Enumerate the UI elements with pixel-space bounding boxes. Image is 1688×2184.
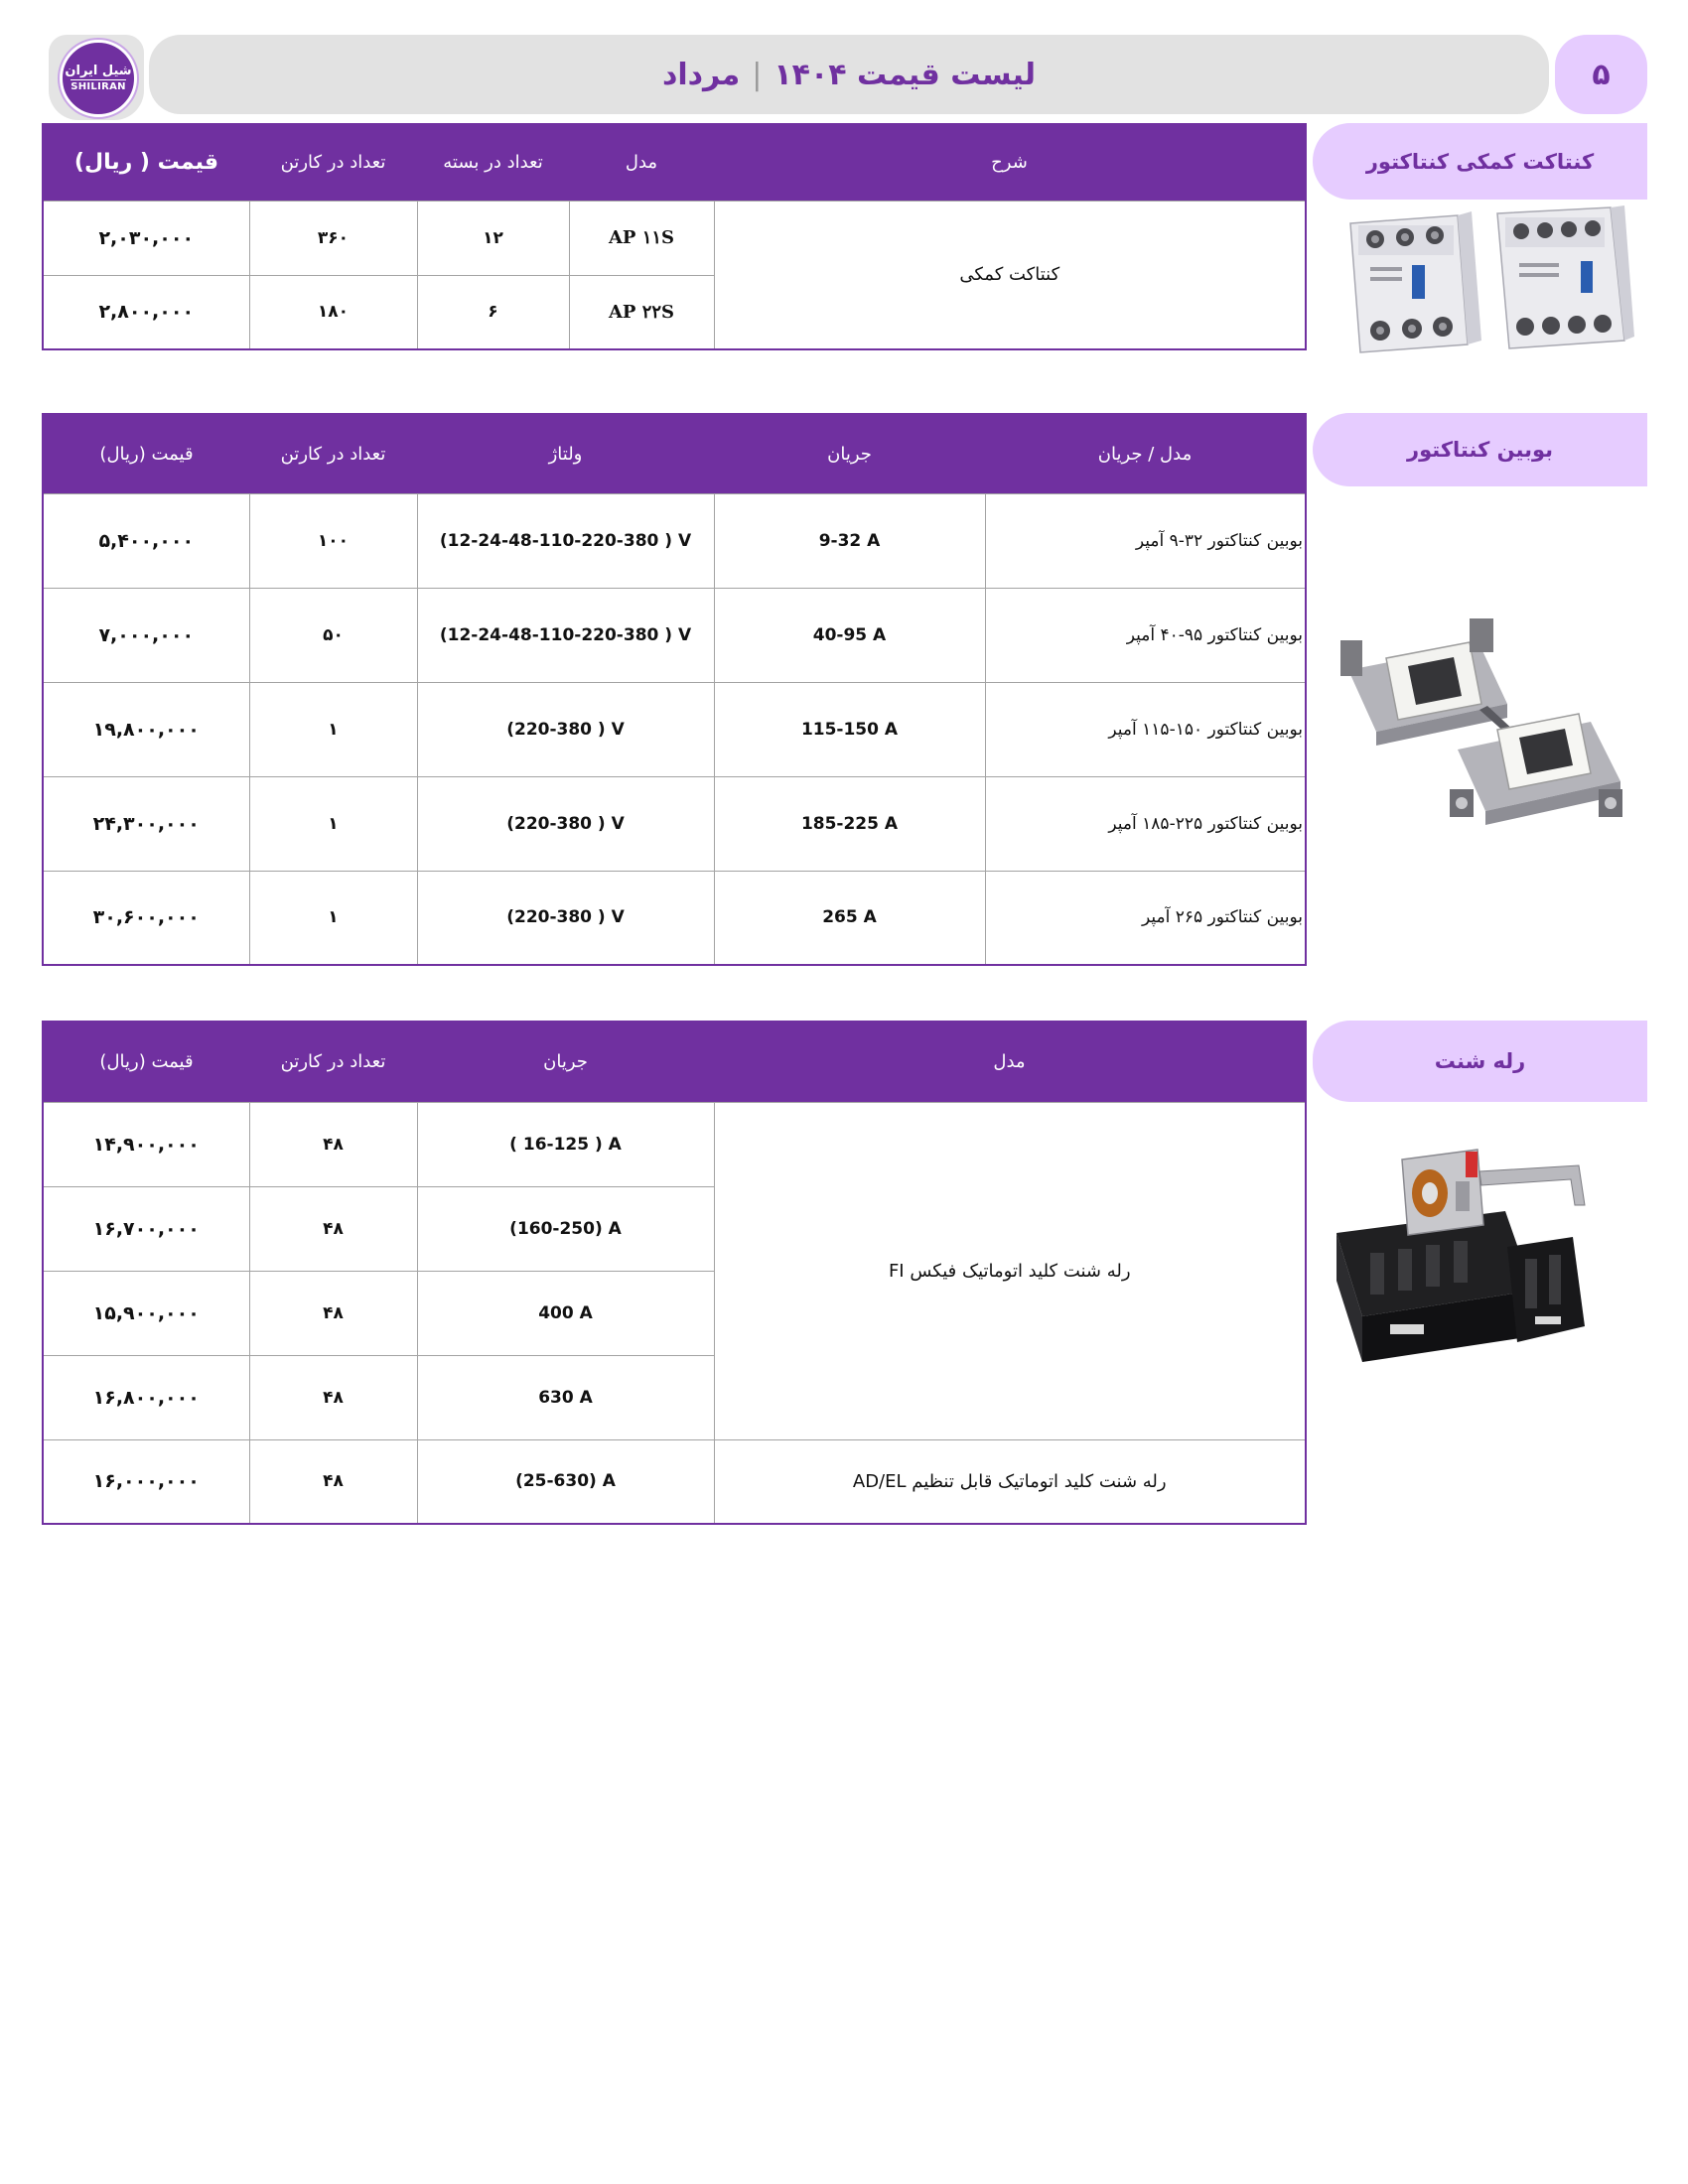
aux-contact-block-right: [1497, 205, 1634, 348]
table-row: [43, 493, 1306, 588]
voltage-cell: (220-380 ) V: [417, 682, 714, 776]
page-title: لیست قیمت ۱۴۰۴: [774, 57, 1037, 92]
price-cell: ۷,۰۰۰,۰۰۰: [43, 588, 249, 682]
aux-contact-product-image: [1331, 204, 1638, 357]
table-row: [43, 588, 1306, 682]
model-cell: بوبین کنتاکتور ۳۲-۹ آمپر: [985, 493, 1306, 588]
terminal-block-base: [1336, 1211, 1533, 1362]
coil-price-table: [42, 413, 1307, 966]
shunt-release-product-image: [1331, 1142, 1638, 1370]
carton-qty-cell: ۱: [249, 682, 417, 776]
carton-qty-cell: ۴۸: [249, 1439, 417, 1524]
model-cell: بوبین کنتاکتور ۹۵-۴۰ آمپر: [985, 588, 1306, 682]
logo-text-fa: شیل ایران: [65, 64, 132, 78]
logo-box: [49, 35, 144, 120]
terminal-block-extension: [1507, 1237, 1585, 1342]
header-model-current: مدل / جریان: [985, 414, 1306, 493]
adjustable-model-cell: رله شنت کلید اتوماتیک قابل تنظیم AD/EL: [714, 1439, 1306, 1524]
model-cell: AP ۲۲S: [569, 275, 714, 349]
model-cell: بوبین کنتاکتور ۲۲۵-۱۸۵ آمپر: [985, 776, 1306, 871]
header-current: جریان: [417, 1022, 714, 1102]
price-cell: ۱۵,۹۰۰,۰۰۰: [43, 1271, 249, 1355]
current-cell: 630 A: [417, 1355, 714, 1439]
model-cell: بوبین کنتاکتور ۲۶۵ آمپر: [985, 871, 1306, 965]
table-row: [43, 201, 1306, 275]
table-row: [43, 871, 1306, 965]
price-cell: ۲۴,۳۰۰,۰۰۰: [43, 776, 249, 871]
section-label-aux-contact: کنتاکت کمکی کنتاکتور: [1313, 123, 1647, 200]
current-cell: 400 A: [417, 1271, 714, 1355]
page-number: ۵: [1555, 35, 1647, 114]
coil-product-image: [1331, 601, 1638, 834]
price-cell: ۱۶,۷۰۰,۰۰۰: [43, 1186, 249, 1271]
carton-qty-cell: ۱۰۰: [249, 493, 417, 588]
current-cell: 40-95 A: [714, 588, 985, 682]
table-row: [43, 1102, 1306, 1186]
header-model: مدل: [714, 1022, 1306, 1102]
header-carton-qty: تعداد در کارتن: [249, 414, 417, 493]
model-cell: بوبین کنتاکتور ۱۵۰-۱۱۵ آمپر: [985, 682, 1306, 776]
current-cell: 185-225 A: [714, 776, 985, 871]
solenoid-device: [1402, 1150, 1483, 1235]
price-cell: ۱۶,۸۰۰,۰۰۰: [43, 1355, 249, 1439]
section-label-coil: بوبین کنتاکتور: [1313, 413, 1647, 486]
header-current: جریان: [714, 414, 985, 493]
voltage-cell: (12-24-48-110-220-380 ) V: [417, 493, 714, 588]
model-cell: AP ۱۱S: [569, 201, 714, 275]
header-price: قیمت (ریال): [43, 1022, 249, 1102]
price-cell: ۵,۴۰۰,۰۰۰: [43, 493, 249, 588]
carton-qty-cell: ۱: [249, 871, 417, 965]
title-separator: |: [752, 57, 763, 92]
aux-contact-block-left: [1350, 211, 1481, 352]
header-voltage: ولتاژ: [417, 414, 714, 493]
price-cell: ۲,۰۳۰,۰۰۰: [43, 201, 249, 275]
current-cell: ( 16-125 ) A: [417, 1102, 714, 1186]
header-pack-qty: تعداد در بسته: [417, 124, 569, 201]
carton-qty-cell: ۵۰: [249, 588, 417, 682]
header-price: قیمت (ریال): [43, 414, 249, 493]
table-header-row: [43, 414, 1306, 493]
voltage-cell: (220-380 ) V: [417, 871, 714, 965]
header-carton-qty: تعداد در کارتن: [249, 124, 417, 201]
table-row: [43, 776, 1306, 871]
current-cell: 265 A: [714, 871, 985, 965]
page-title-bar: [149, 35, 1549, 114]
title-month: مرداد: [661, 57, 741, 92]
coil-assembly-front: [1450, 714, 1622, 825]
pack-qty-cell: ۱۲: [417, 201, 569, 275]
carton-qty-cell: ۱: [249, 776, 417, 871]
voltage-cell: (220-380 ) V: [417, 776, 714, 871]
voltage-cell: (12-24-48-110-220-380 ) V: [417, 588, 714, 682]
description-cell: کنتاکت کمکی: [714, 201, 1306, 349]
current-cell: (25-630) A: [417, 1439, 714, 1524]
current-cell: (160-250) A: [417, 1186, 714, 1271]
table-header-row: [43, 124, 1306, 201]
carton-qty-cell: ۴۸: [249, 1186, 417, 1271]
table-header-row: [43, 1022, 1306, 1102]
shunt-release-price-table: [42, 1021, 1307, 1525]
pack-qty-cell: ۶: [417, 275, 569, 349]
header-description: شرح: [714, 124, 1306, 201]
price-cell: ۲,۸۰۰,۰۰۰: [43, 275, 249, 349]
header-model: مدل: [569, 124, 714, 201]
logo-text-en: SHILIRAN: [70, 81, 126, 92]
carton-qty-cell: ۳۶۰: [249, 201, 417, 275]
table-row: [43, 682, 1306, 776]
header-carton-qty: تعداد در کارتن: [249, 1022, 417, 1102]
aux-contact-price-table: [42, 123, 1307, 350]
section-label-shunt: رله شنت: [1313, 1021, 1647, 1102]
carton-qty-cell: ۴۸: [249, 1102, 417, 1186]
current-cell: 115-150 A: [714, 682, 985, 776]
carton-qty-cell: ۴۸: [249, 1355, 417, 1439]
current-cell: 9-32 A: [714, 493, 985, 588]
company-logo: [60, 40, 137, 117]
carton-qty-cell: ۱۸۰: [249, 275, 417, 349]
price-cell: ۱۹,۸۰۰,۰۰۰: [43, 682, 249, 776]
carton-qty-cell: ۴۸: [249, 1271, 417, 1355]
price-cell: ۳۰,۶۰۰,۰۰۰: [43, 871, 249, 965]
table-row: [43, 1439, 1306, 1524]
release-lever-arm: [1479, 1165, 1585, 1205]
price-cell: ۱۶,۰۰۰,۰۰۰: [43, 1439, 249, 1524]
fixed-model-cell: رله شنت کلید اتوماتیک فیکس FI: [714, 1102, 1306, 1439]
price-cell: ۱۴,۹۰۰,۰۰۰: [43, 1102, 249, 1186]
header-price: قیمت ( ریال): [43, 124, 249, 201]
